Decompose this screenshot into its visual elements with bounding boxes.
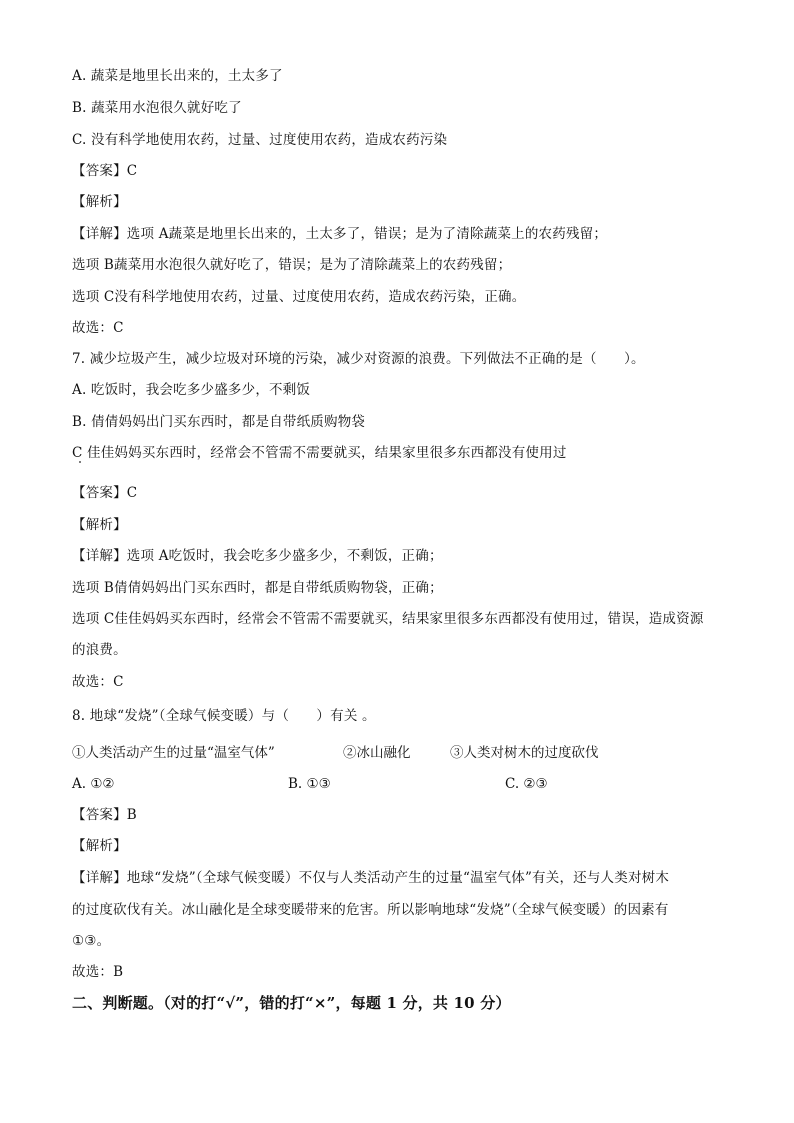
conclusion-line: 故选：C — [72, 320, 124, 336]
analysis-label: 【解析】 — [72, 194, 127, 210]
explanation-line: 【详解】选项 A吃饭时，我会吃多少盛多少，不剩饭，正确； — [72, 548, 443, 564]
option-c-text: C. ②③ — [505, 776, 548, 792]
option-a-text: A. 吃饭时，我会吃多少盛多少，不剩饭 — [72, 382, 311, 398]
option-b-text: B. 蔬菜用水泡很久就好吃了 — [72, 100, 242, 116]
answer-label: 【答案】C — [72, 163, 138, 179]
explanation-line: ①③。 — [72, 933, 111, 949]
explanation-line: 的过度砍伐有关。冰山融化是全球变暖带来的危害。所以影响地球“发烧”（全球气候变暖）的因素有 — [72, 902, 669, 918]
statement-1: ①人类活动产生的过量“温室气体” — [72, 745, 275, 761]
question-8-stem: 8. 地球“发烧”（全球气候变暖）与（ ）有关 。 — [72, 708, 376, 724]
answer-label: 【答案】B — [72, 807, 137, 823]
explanation-line: 选项 B蔬菜用水泡很久就好吃了，错误；是为了清除蔬菜上的农药残留； — [72, 257, 512, 273]
option-c-text: C. 没有科学地使用农药，过量、过度使用农药，造成农药污染 — [72, 132, 448, 148]
option-b-text: B. ①③ — [288, 776, 331, 792]
option-b-text: B. 倩倩妈妈出门买东西时，都是自带纸质购物袋 — [72, 414, 366, 430]
analysis-label: 【解析】 — [72, 838, 127, 854]
explanation-line: 选项 C没有科学地使用农药，过量、过度使用农药，造成农药污染，正确。 — [72, 289, 526, 305]
explanation-line: 的浪费。 — [72, 642, 127, 658]
option-a-text: A. 蔬菜是地里长出来的，土太多了 — [72, 68, 283, 84]
conclusion-line: 故选：B — [72, 964, 124, 980]
explanation-line: 【详解】地球“发烧”（全球气候变暖）不仅与人类活动产生的过量“温室气体”有关，还与人类对树木 — [72, 870, 670, 886]
option-c-text: C 佳佳妈妈买东西时，经常会不管需不需要就买，结果家里很多东西都没有使用过 — [72, 445, 567, 461]
answer-label: 【答案】C — [72, 485, 138, 501]
explanation-line: 【详解】选项 A蔬菜是地里长出来的，土太多了，错误；是为了清除蔬菜上的农药残留； — [72, 226, 608, 242]
statement-2: ②冰山融化 — [343, 745, 411, 761]
stray-dot — [79, 461, 81, 463]
section-heading: 二、判断题。（对的打“√”，错的打“×”，每题 1 分，共 10 分） — [72, 994, 511, 1012]
conclusion-line: 故选：C — [72, 674, 124, 690]
explanation-line: 选项 C佳佳妈妈买东西时，经常会不管需不需要就买，结果家里很多东西都没有使用过，错误，造成资源 — [72, 611, 704, 627]
analysis-label: 【解析】 — [72, 517, 127, 533]
question-7-stem: 7. 减少垃圾产生，减少垃圾对环境的污染，减少对资源的浪费。下列做法不正确的是（ ）。 — [72, 351, 645, 367]
statement-3: ③人类对树木的过度砍伐 — [450, 745, 599, 761]
explanation-line: 选项 B倩倩妈妈出门买东西时，都是自带纸质购物袋，正确； — [72, 580, 443, 596]
option-a-text: A. ①② — [72, 776, 115, 792]
